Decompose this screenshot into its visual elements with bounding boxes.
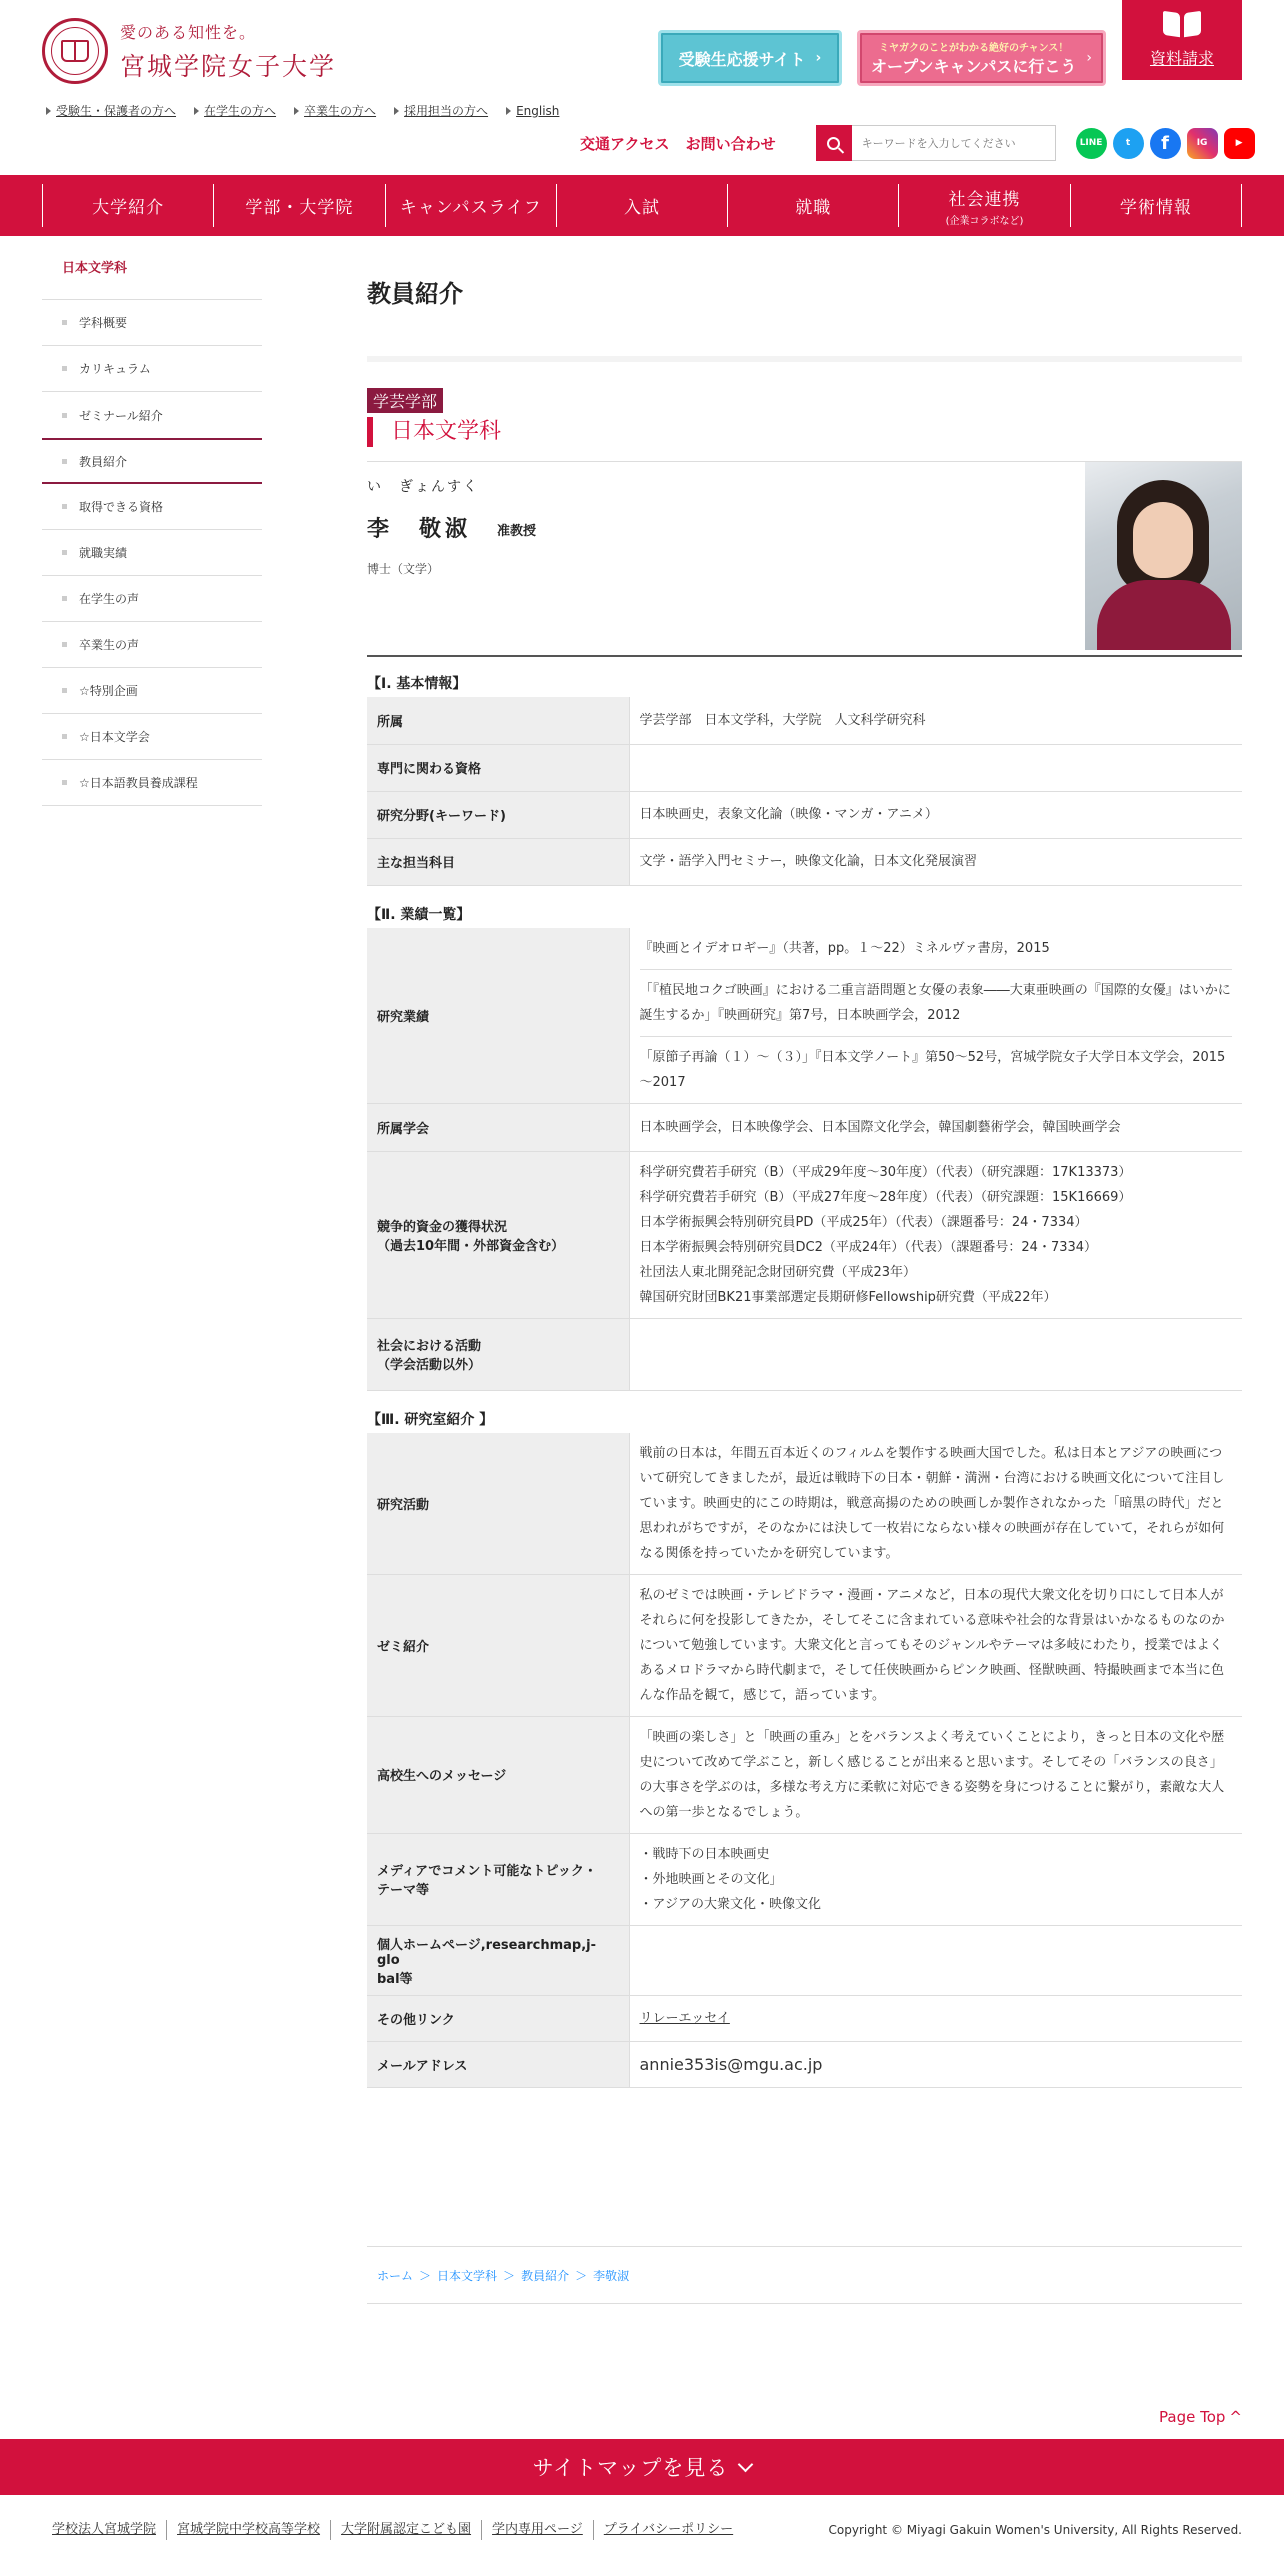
row-value xyxy=(629,744,1242,791)
bullet-icon xyxy=(62,596,67,601)
university-seal-icon xyxy=(42,18,108,84)
bullet-icon xyxy=(62,459,67,464)
audience-links xyxy=(46,102,559,119)
table-row xyxy=(367,697,1242,744)
sidebar-item-faculty[interactable]: 教員紹介 xyxy=(42,438,262,484)
chevron-right-icon: › xyxy=(1086,50,1093,66)
row-value: 「映画の楽しさ」と「映画の重み」とをバランスよく考えていくことにより，きっと日本の文化や歴史について改めて学ぶこと，新しく感じることが出来ると思います。そしてその「バランスの良さ」の大事さを学ぶのは，多様な考え方に柔軟に対応できる姿勢を身につけることに繋がり，素敵な大人への第一歩となるでしょう。 xyxy=(629,1716,1242,1833)
nav-community[interactable]: 社会連携 (企業コラボなど) xyxy=(898,184,1069,227)
bullet-icon xyxy=(62,413,67,418)
email-address: annie353is@mgu.ac.jp xyxy=(629,2041,1242,2087)
row-label: その他リンク xyxy=(367,1995,629,2041)
sidebar-heading[interactable]: 日本文学科 xyxy=(42,254,262,300)
row-label: 個人ホームページ,researchmap,j-glo bal等 xyxy=(367,1925,629,1995)
request-documents-label: 資料請求 xyxy=(1149,48,1214,68)
social-links xyxy=(1076,128,1255,159)
nav-academic-info[interactable]: 学術情報 xyxy=(1070,184,1242,227)
row-label: 研究業績 xyxy=(367,928,629,1104)
row-label: 高校生へのメッセージ xyxy=(367,1716,629,1833)
table-row xyxy=(367,1574,1242,1716)
facebook-icon[interactable]: f xyxy=(1150,128,1181,159)
sidebar-item-curriculum[interactable]: カリキュラム xyxy=(42,346,262,392)
lab-table xyxy=(367,1433,1242,2088)
sidebar-item-teacher-training[interactable]: ☆日本語教員養成課程 xyxy=(42,760,262,806)
row-label: 所属学会 xyxy=(367,1103,629,1151)
faculty-badge: 学芸学部 xyxy=(367,388,443,413)
faculty-degree: 博士（文学） xyxy=(367,562,440,576)
open-campus-button[interactable] xyxy=(857,30,1106,86)
access-link[interactable]: 交通アクセス xyxy=(580,134,670,153)
row-label: メールアドレス xyxy=(367,2041,629,2087)
section-lab-heading: 【Ⅲ. 研究室紹介 】 xyxy=(367,1411,494,1428)
table-row xyxy=(367,791,1242,838)
logo-name: 宮城学院女子大学 xyxy=(120,51,337,81)
sidebar-item-qualifications[interactable]: 取得できる資格 xyxy=(42,484,262,530)
sidebar xyxy=(42,254,262,806)
search-icon xyxy=(827,137,840,150)
instagram-icon[interactable]: IG xyxy=(1187,128,1218,159)
table-row xyxy=(367,1995,1242,2041)
exam-support-label: 受験生応援サイト xyxy=(678,49,806,69)
bullet-icon xyxy=(62,320,67,325)
page-title: 教員紹介 xyxy=(367,279,463,308)
link-english[interactable]: English xyxy=(506,102,559,119)
relay-essay-link[interactable]: リレーエッセイ xyxy=(639,2010,730,2026)
chevron-down-icon xyxy=(738,2456,754,2472)
triangle-right-icon xyxy=(194,107,199,115)
bullet-icon xyxy=(62,688,67,693)
global-nav xyxy=(0,175,1284,236)
section-basic-info-heading: 【Ⅰ. 基本情報】 xyxy=(367,676,467,692)
section-achievements-heading: 【Ⅱ. 業績一覧】 xyxy=(367,906,471,923)
footer-link-kindergarten[interactable]: 大学附属認定こども園 xyxy=(330,2520,481,2540)
youtube-icon[interactable]: ▶ xyxy=(1224,128,1255,159)
exam-support-site-button[interactable] xyxy=(658,30,842,86)
list-item: 日本学術振興会特別研究員DC2（平成24年）（代表）（課題番号：24・7334） xyxy=(639,1239,1098,1255)
bullet-icon xyxy=(62,504,67,509)
table-row xyxy=(367,2041,1242,2087)
row-label: 所属 xyxy=(367,697,629,744)
list-item: 社団法人東北開発記念財団研究費（平成23年） xyxy=(639,1264,917,1280)
row-label: 主な担当科目 xyxy=(367,838,629,885)
site-header xyxy=(0,0,1284,175)
list-item: ・戦時下の日本映画史 xyxy=(639,1846,770,1862)
site-search xyxy=(816,125,1056,161)
basic-info-table xyxy=(367,697,1242,886)
triangle-right-icon xyxy=(394,107,399,115)
table-row xyxy=(367,1318,1242,1390)
row-value xyxy=(629,1318,1242,1390)
faculty-name: 李 敬淑 xyxy=(367,517,472,542)
table-row xyxy=(367,1151,1242,1318)
row-value xyxy=(629,1925,1242,1995)
triangle-right-icon xyxy=(294,107,299,115)
row-value: 学芸学部 日本文学科，大学院 人文科学研究科 xyxy=(629,697,1242,744)
row-label: 研究活動 xyxy=(367,1433,629,1575)
faculty-rank: 准教授 xyxy=(497,524,537,539)
footer xyxy=(42,2510,1242,2550)
nav-careers[interactable]: 就職 xyxy=(727,184,898,227)
utility-bar xyxy=(580,124,1255,162)
triangle-right-icon xyxy=(506,107,511,115)
chevron-right-icon: › xyxy=(815,50,822,66)
link-alumni[interactable]: 卒業生の方へ xyxy=(294,102,376,119)
sidebar-item-special[interactable]: ☆特別企画 xyxy=(42,668,262,714)
achievements-table xyxy=(367,928,1242,1391)
list-item: 日本学術振興会特別研究員PD（平成25年）（代表）（課題番号：24・7334） xyxy=(639,1214,1088,1230)
breadcrumb-faculty[interactable]: 教員紹介 xyxy=(521,2268,570,2283)
copyright: Copyright © Miyagi Gakuin Women's University, All Rights Reserved. xyxy=(828,2523,1242,2537)
row-label: 競争的資金の獲得状況 （過去10年間・外部資金含む） xyxy=(367,1151,629,1318)
site-logo[interactable] xyxy=(42,18,336,84)
logo-tagline: 愛のある知性を。 xyxy=(120,22,257,42)
name-reading: い ぎょんすく xyxy=(367,479,479,495)
breadcrumb-separator: ＞ xyxy=(575,2268,588,2283)
table-row xyxy=(367,928,1242,1104)
row-label: 専門に関わる資格 xyxy=(367,744,629,791)
list-item: 韓国研究財団BK21事業部選定長期研修Fellowship研究費（平成22年） xyxy=(639,1289,1057,1305)
main-content xyxy=(367,254,1242,2088)
bullet-icon xyxy=(62,366,67,371)
breadcrumb-home[interactable]: ホーム xyxy=(377,2268,414,2283)
footer-link-high-school[interactable]: 宮城学院中学校高等学校 xyxy=(166,2520,330,2540)
sidebar-item-alumni-voices[interactable]: 卒業生の声 xyxy=(42,622,262,668)
request-documents-button[interactable] xyxy=(1122,0,1242,80)
sitemap-button[interactable]: サイトマップを見る xyxy=(0,2439,1284,2495)
sidebar-item-seminars[interactable]: ゼミナール紹介 xyxy=(42,392,262,438)
nav-admissions[interactable]: 入試 xyxy=(556,184,727,227)
list-item: ・アジアの大衆文化・映像文化 xyxy=(639,1896,821,1912)
breadcrumb-separator: ＞ xyxy=(419,2268,432,2283)
row-label: ゼミ紹介 xyxy=(367,1574,629,1716)
row-value: 日本映画学会，日本映像学会、日本国際文化学会，韓国劇藝術学会，韓国映画学会 xyxy=(629,1103,1242,1151)
row-value: 日本映画史，表象文化論（映像・マンガ・アニメ） xyxy=(629,791,1242,838)
link-applicants[interactable]: 受験生・保護者の方へ xyxy=(46,102,176,119)
chevron-up-icon: ^ xyxy=(1229,2408,1242,2426)
table-row xyxy=(367,1103,1242,1151)
footer-link-privacy[interactable]: プライバシーポリシー xyxy=(593,2520,743,2540)
footer-links xyxy=(42,2520,743,2540)
bullet-icon xyxy=(62,642,67,647)
sidebar-item-student-voices[interactable]: 在学生の声 xyxy=(42,576,262,622)
faculty-photo xyxy=(1085,462,1242,650)
nav-campus-life[interactable]: キャンパスライフ xyxy=(385,184,556,227)
list-item: 『映画とイデオロギー』（共著，pp。１～22）ミネルヴァ書房，2015 xyxy=(640,928,1233,970)
nav-about[interactable]: 大学紹介 xyxy=(42,184,213,227)
search-button[interactable] xyxy=(816,125,852,161)
search-input[interactable] xyxy=(852,125,1056,161)
triangle-right-icon xyxy=(46,107,51,115)
sidebar-item-employment[interactable]: 就職実績 xyxy=(42,530,262,576)
row-value: 私のゼミでは映画・テレビドラマ・漫画・アニメなど，日本の現代大衆文化を切り口にして日本人がそれらに何を投影してきたか，そしてそこに含まれている意味や社会的な背景はいかなるものなのかについて勉強しています。大衆文化と言ってもそのジャンルやテーマは多岐にわたり，授業ではよくあるメロドラマから時代劇まで，そして任侠映画からピンク映画、怪獣映画、特撮映画まで本当に色んな作品を観て，感じて，語っています。 xyxy=(629,1574,1242,1716)
list-item: 「『植民地コクゴ映画』における二重言語問題と女優の表象――大東亜映画の『国際的女優』はいかに誕生するか」『映画研究』第7号，日本映画学会，2012 xyxy=(640,970,1233,1037)
line-icon[interactable]: LINE xyxy=(1076,128,1107,159)
table-row xyxy=(367,1433,1242,1575)
list-item: ・外地映画とその文化」 xyxy=(639,1871,783,1887)
department-name: 日本文学科 xyxy=(367,417,1242,447)
bullet-icon xyxy=(62,550,67,555)
contact-link[interactable]: お問い合わせ xyxy=(685,134,776,153)
page-top-link[interactable]: Page Top ^ xyxy=(1159,2408,1242,2426)
row-label: メディアでコメント可能なトピック・ テーマ等 xyxy=(367,1833,629,1925)
list-item: 科学研究費若手研究（B）（平成27年度～28年度）（代表）（研究課題：15K16669） xyxy=(639,1189,1132,1205)
faculty-profile xyxy=(367,462,1242,657)
divider xyxy=(367,356,1242,362)
link-students[interactable]: 在学生の方へ xyxy=(194,102,276,119)
table-row xyxy=(367,838,1242,885)
bullet-icon xyxy=(62,734,67,739)
breadcrumb-separator: ＞ xyxy=(503,2268,516,2283)
book-icon xyxy=(1163,12,1201,38)
row-value: 戦前の日本は，年間五百本近くのフィルムを製作する映画大国でした。私は日本とアジアの映画について研究してきましたが，最近は戦時下の日本・朝鮮・満洲・台湾における映画文化について注目しています。映画史的にこの時期は，戦意高揚のための映画しか製作されなかった「暗黒の時代」だと思われがちですが，そのなかには決して一枚岩にならない様々の映画が存在していて，それらが如何なる関係を持っていたかを研究しています。 xyxy=(629,1433,1242,1575)
row-value: 文学・語学入門セミナー，映像文化論，日本文化発展演習 xyxy=(629,838,1242,885)
table-row xyxy=(367,1833,1242,1925)
breadcrumb-department[interactable]: 日本文学科 xyxy=(437,2268,498,2283)
breadcrumb-current: 李敬淑 xyxy=(593,2268,630,2283)
sidebar-item-literature-society[interactable]: ☆日本文学会 xyxy=(42,714,262,760)
sidebar-item-overview[interactable]: 学科概要 xyxy=(42,300,262,346)
row-label: 研究分野(キーワード) xyxy=(367,791,629,838)
list-item: 「原節子再論（１）～（３）」『日本文学ノート』第50～52号，宮城学院女子大学日本文学会，2015～2017 xyxy=(639,1049,1226,1090)
table-row xyxy=(367,1716,1242,1833)
footer-link-internal[interactable]: 学内専用ページ xyxy=(481,2520,593,2540)
bullet-icon xyxy=(62,780,67,785)
link-recruiters[interactable]: 採用担当の方へ xyxy=(394,102,488,119)
breadcrumb xyxy=(367,2246,1242,2304)
row-label: 社会における活動 （学会活動以外） xyxy=(367,1318,629,1390)
table-row xyxy=(367,1925,1242,1995)
twitter-icon[interactable]: t xyxy=(1113,128,1144,159)
nav-faculties[interactable]: 学部・大学院 xyxy=(213,184,384,227)
open-campus-label: オープンキャンパスに行こう xyxy=(870,57,1077,76)
open-campus-subtext: ミヤガクのことがわかる絶好のチャンス！ xyxy=(878,43,1069,54)
footer-link-corporation[interactable]: 学校法人宮城学院 xyxy=(52,2522,157,2537)
table-row xyxy=(367,744,1242,791)
list-item: 科学研究費若手研究（B）（平成29年度～30年度）（代表）（研究課題：17K13373） xyxy=(639,1164,1132,1180)
